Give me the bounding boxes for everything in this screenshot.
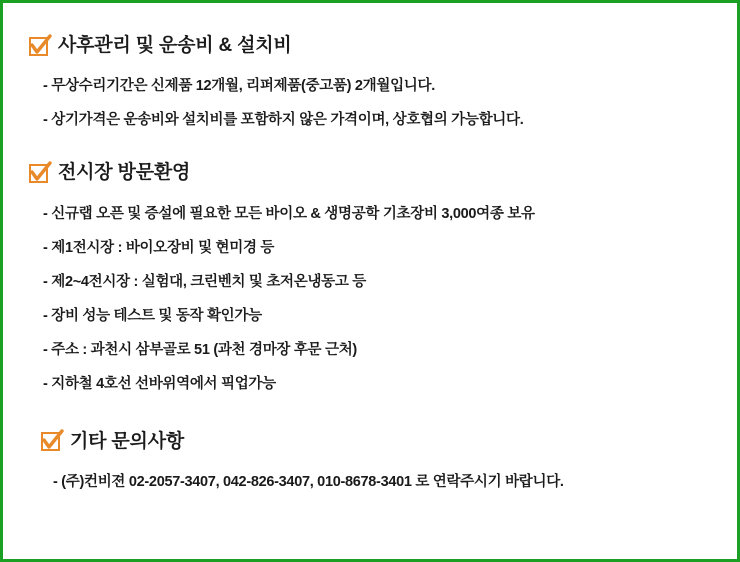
list-item: - 주소 : 과천시 삼부골로 51 (과천 경마장 후문 근처) — [43, 341, 357, 358]
section-header — [41, 431, 711, 454]
section-line-list — [29, 74, 711, 129]
section-title: 전시장 방문환영 — [58, 161, 191, 183]
list-item: - 장비 성능 테스트 및 동작 확인가능 — [43, 307, 262, 324]
section-title: 사후관리 및 운송비 & 설치비 — [58, 35, 292, 56]
orange-check-box-icon — [29, 37, 48, 56]
section-line-list — [41, 470, 711, 491]
list-item: - (주)컨비젼 02-2057-3407, 042-826-3407, 010-8678-3401 로 연락주시기 바랍니다. — [53, 474, 564, 491]
list-item: - 제1전시장 : 바이오장비 및 현미경 등 — [43, 239, 275, 256]
list-item: - 신규랩 오픈 및 증설에 필요한 모든 바이오 & 생명공학 기초장비 3,000여종 보유 — [43, 205, 535, 222]
section-showroom-visit — [29, 162, 711, 393]
orange-check-box-icon — [29, 164, 48, 183]
list-item: - 지하철 4호선 선바위역에서 픽업가능 — [43, 375, 276, 392]
section-header — [29, 162, 711, 185]
list-item: - 제2~4전시장 : 실험대, 크린벤치 및 초저온냉동고 등 — [43, 273, 367, 290]
list-item: - 상기가격은 운송비와 설치비를 포함하지 않은 가격이며, 상호협의 가능합니다. — [43, 111, 524, 128]
section-title: 기타 문의사항 — [70, 430, 185, 452]
section-after-service — [29, 35, 711, 129]
section-other-inquiries — [29, 431, 711, 492]
section-line-list — [29, 202, 711, 393]
section-header — [29, 35, 711, 58]
list-item: - 무상수리기간은 신제품 12개월, 리퍼제품(중고품) 2개월입니다. — [43, 77, 435, 94]
orange-check-box-icon — [41, 432, 60, 451]
